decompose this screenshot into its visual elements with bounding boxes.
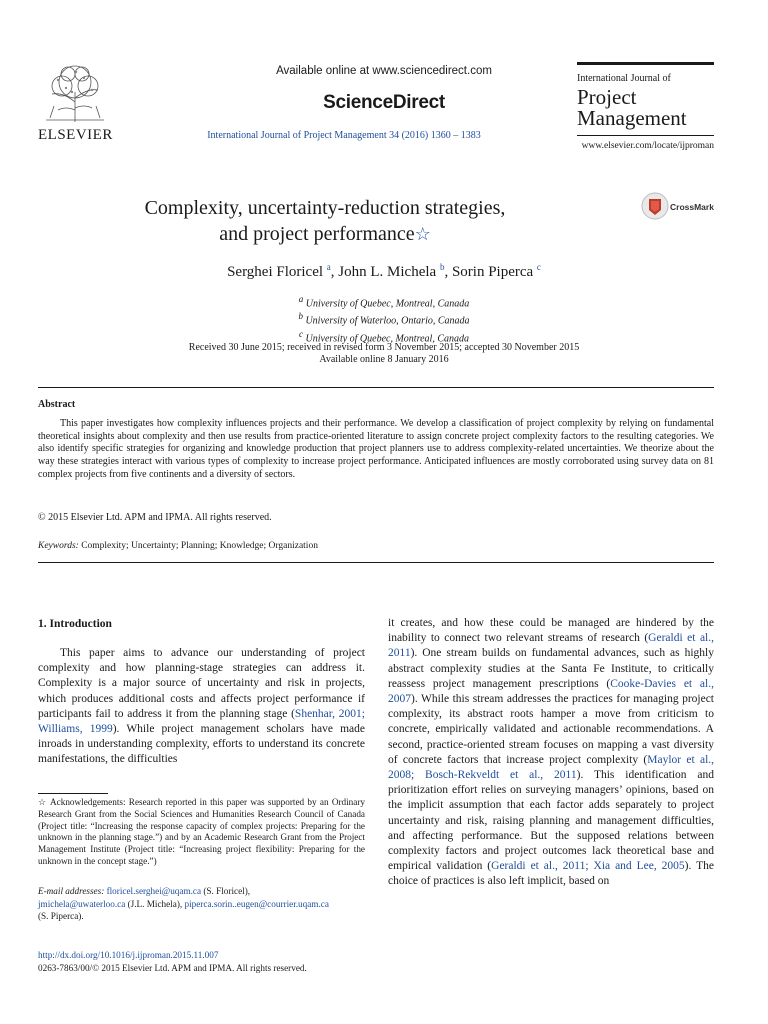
author-affil-sup[interactable]: c xyxy=(536,262,541,272)
title-line1: Complexity, uncertainty-reduction strategies, xyxy=(144,197,506,219)
journal-name-line1: Project xyxy=(577,85,637,109)
citation-link[interactable]: Cooke-Davies et al., 2007 xyxy=(388,677,714,706)
body-text: ). One stream builds on fundamental advances, such as highly abstract complexity studies at the Santa Fe Institute, to critically reassess project management prescriptions ( xyxy=(388,647,714,690)
available-online-text: Available online at www.sciencedirect.com xyxy=(276,65,492,77)
doi-link[interactable]: http://dx.doi.org/10.1016/j.ijproman.2015.11.007 xyxy=(38,950,219,960)
journal-name xyxy=(577,87,714,129)
author-affil-sup[interactable]: a xyxy=(326,262,331,272)
footnote-star-icon: ☆ xyxy=(38,797,48,807)
issn-copyright: 0263-7863/00/© 2015 Elsevier Ltd. APM and IPMA. All rights reserved. xyxy=(38,962,307,973)
abstract-body: This paper investigates how complexity influences projects and their performance. We develop a classification of project complexity by relying on fundamental theoretical insights about complexity and then use results from practice-oriented literature to assign concrete project complexity factors to the resulting categories. We also identify specific strategies for organizing and knowledge production that project planners use to address complexity-related uncertainties. We theorize about the way these strategies interact with various types of complexity to increase project performance. Anticipated influences are mostly corroborated using survey data on 81 complex projects from five continents and a diversity of sectors. xyxy=(38,418,714,480)
keywords-label: Keywords: xyxy=(38,541,79,551)
affil-text: University of Quebec, Montreal, Canada xyxy=(305,298,470,310)
crossmark-icon xyxy=(641,191,721,221)
available-online-date: Available online 8 January 2016 xyxy=(319,354,449,365)
abstract-top-rule xyxy=(38,387,714,388)
footnote-text: Acknowledgements: Research reported in this paper was supported by an Ordinary Research Grant from the Social Sciences and Humanities Research Council of Canada (Project title: “Increasing the response capacity of complex projects: Preparing for the unknown in the planning stage.”) and by an Academic Research Grant from the Project Management Institute (Project title: “Increasing project flexibility: Preparing for the unknown in the concept stage.”) xyxy=(38,797,365,866)
section-heading: 1. Introduction xyxy=(38,618,112,630)
author-name: Serghei Floricel xyxy=(227,264,324,280)
body-text: This paper aims to advance our understanding of project complexity and how planning-stage strategies can address it. Complexity is a major source of uncertainty and risk in projects, which produces additional costs and affects project performance if participants fail to address it from the planning stage ( xyxy=(38,647,365,720)
email-link[interactable]: piperca.sorin..eugen@courrier.uqam.ca xyxy=(184,898,329,909)
affil-sup: a xyxy=(298,294,304,304)
body-column-right xyxy=(388,616,714,890)
body-text: ). While project management scholars have made inroads in understanding complexity, efforts to understand its concrete manifestations, the difficulties xyxy=(38,723,365,766)
keywords-text: Complexity; Uncertainty; Planning; Knowledge; Organization xyxy=(78,541,318,551)
article-title xyxy=(100,195,550,247)
received-dates: Received 30 June 2015; received in revised form 3 November 2015; accepted 30 November 2015 xyxy=(188,342,580,353)
journal-citation[interactable]: International Journal of Project Management 34 (2016) 1360 – 1383 xyxy=(207,130,481,141)
crossmark-badge[interactable] xyxy=(641,191,721,221)
author-list: Serghei Floricel $^a$, John L. Michela $^b$, Sorin Piperca $^c$ xyxy=(227,262,541,280)
journal-intl-label: International Journal of xyxy=(577,73,671,84)
footnote-rule xyxy=(38,793,108,794)
email-link[interactable]: jmichela@uwaterloo.ca xyxy=(38,898,126,909)
email-link[interactable]: floricel.serghei@uqam.ca xyxy=(106,886,202,896)
acknowledgement-footnote xyxy=(38,797,365,868)
title-line2: and project performance xyxy=(219,223,415,245)
abstract-heading: Abstract xyxy=(38,399,76,410)
abstract-text xyxy=(38,418,714,482)
citation-link[interactable]: Geraldi et al., 2011; Xia and Lee, 2005 xyxy=(491,860,685,873)
abstract-bottom-rule xyxy=(38,562,714,563)
email-owner: (S. Piperca). xyxy=(38,911,84,921)
body-text: it creates, and how these could be managed are hindered by the inability to connect two relevant streams of research ( xyxy=(388,617,714,645)
citation-link[interactable]: Shenhar, 2001; Williams, 1999 xyxy=(38,707,365,736)
email-owner: (S. Floricel), xyxy=(201,886,251,896)
masthead-top-rule xyxy=(577,62,714,65)
body-column-left xyxy=(38,646,365,768)
affiliation-list xyxy=(0,293,768,345)
email-label: E-mail addresses: xyxy=(38,886,105,896)
body-text: ). While this stream addresses the practices for managing project complexity, its abstract roots hamper a move from criticism to concrete, empirically validated and actionable recommendations. A second, practice-oriented stream focuses on mapping a vast diversity of concrete factors that increase project complexity ( xyxy=(388,693,714,766)
author-affil-sup[interactable]: b xyxy=(439,262,445,272)
publisher-name: ELSEVIER xyxy=(38,127,113,143)
author-name: John L. Michela xyxy=(338,264,437,280)
affil-sup: b xyxy=(298,311,303,322)
affiliation-item xyxy=(0,310,768,327)
citation-link[interactable]: Maylor et al., 2008; Bosch-Rekveldt et al., 2011 xyxy=(388,753,715,782)
doi-block xyxy=(38,949,307,974)
abstract-copyright: © 2015 Elsevier Ltd. APM and IPMA. All rights reserved. xyxy=(38,512,272,523)
sciencedirect-logo: ScienceDirect xyxy=(323,92,445,113)
journal-masthead xyxy=(577,62,714,136)
article-history xyxy=(0,342,768,366)
journal-name-line2: Management xyxy=(577,106,687,130)
email-footnote xyxy=(38,885,365,923)
body-text: ). This identification and prioritization effort relies on surveying managers’ opinions, based on the implicit assumption that each factor adds separately to project uncertainty and risk, raising planning and management difficulties, and affecting performance. But the supposed relations between complexity factors and project outcomes lack theoretical base and empirical validation ( xyxy=(388,769,715,873)
title-footnote-star-icon[interactable]: ☆ xyxy=(414,224,431,244)
affil-text: University of Waterloo, Ontario, Canada xyxy=(305,315,470,327)
keywords xyxy=(38,541,318,551)
author-name: Sorin Piperca xyxy=(451,264,534,280)
body-text: ). The choice of practices is also left implicit, based on xyxy=(388,860,714,888)
affiliation-item xyxy=(0,293,768,310)
journal-url[interactable]: www.elsevier.com/locate/ijproman xyxy=(581,141,714,151)
affil-text: University of Quebec, Montreal, Canada xyxy=(305,332,469,344)
email-owner: (J.L. Michela), xyxy=(125,898,185,909)
crossmark-label: CrossMark xyxy=(670,202,714,212)
masthead-bottom-rule xyxy=(577,135,714,136)
affil-sup: c xyxy=(299,328,303,339)
citation-link[interactable]: Geraldi et al., 2011 xyxy=(388,632,714,660)
